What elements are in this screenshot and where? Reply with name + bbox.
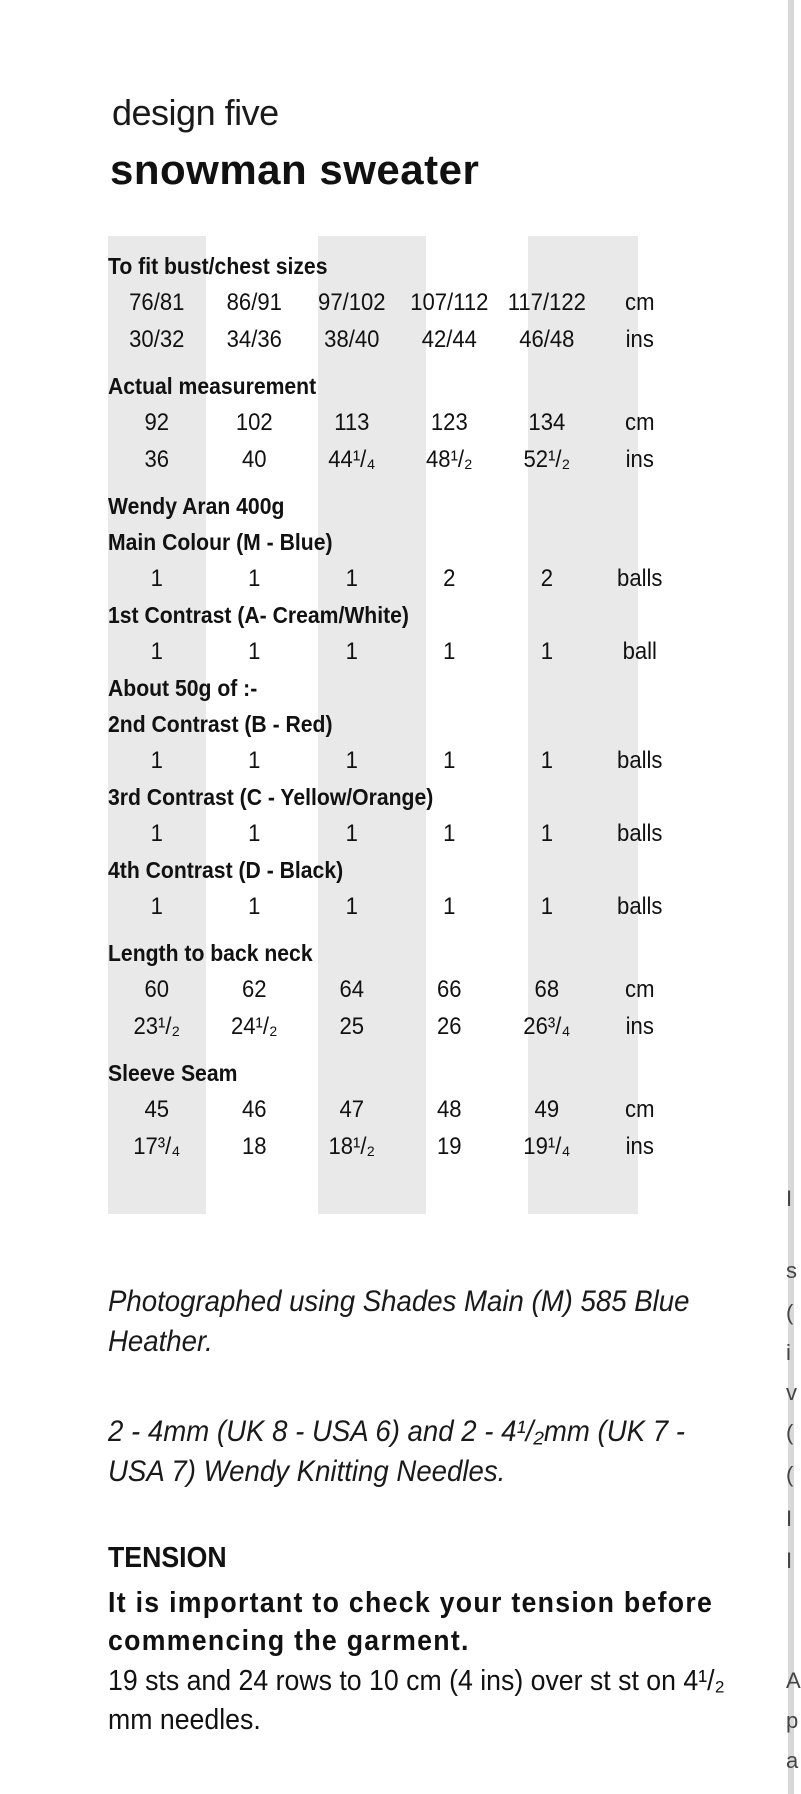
size-value: 52¹/₂ bbox=[523, 446, 571, 473]
adjacent-page-fragment: I bbox=[786, 1548, 793, 1573]
table-row bbox=[108, 888, 748, 925]
unit-label: ins bbox=[625, 1133, 654, 1160]
size-value: 24¹/₂ bbox=[230, 1013, 278, 1040]
size-value: 1 bbox=[150, 893, 163, 920]
size-value: 1 bbox=[248, 893, 261, 920]
table-row bbox=[108, 971, 748, 1008]
size-value: 49 bbox=[534, 1096, 560, 1123]
size-value: 19¹/₄ bbox=[523, 1133, 571, 1160]
size-value: 25 bbox=[339, 1013, 365, 1040]
size-value: 1 bbox=[345, 565, 358, 592]
adjacent-page-fragment: ( bbox=[786, 1420, 794, 1445]
sizes-table bbox=[108, 248, 697, 1165]
adjacent-page-fragment: I bbox=[786, 1186, 793, 1211]
photographed-note: Photographed using Shades Main (M) 585 Blue Heather. bbox=[108, 1285, 690, 1358]
size-value: 46/48 bbox=[519, 326, 575, 353]
size-value: 30/32 bbox=[129, 326, 185, 353]
size-value: 1 bbox=[248, 638, 261, 665]
section-label: About 50g of :- bbox=[108, 675, 258, 701]
section-label: 3rd Contrast (C - Yellow/Orange) bbox=[108, 784, 434, 810]
size-value: 1 bbox=[248, 747, 261, 774]
size-value: 76/81 bbox=[129, 289, 185, 316]
size-value: 1 bbox=[150, 638, 163, 665]
unit-label: ins bbox=[625, 326, 654, 353]
size-value: 1 bbox=[150, 820, 163, 847]
table-row bbox=[108, 560, 748, 597]
size-value: 1 bbox=[443, 747, 456, 774]
section-label: To fit bust/chest sizes bbox=[108, 253, 328, 279]
adjacent-page-fragment: i bbox=[786, 1340, 791, 1365]
size-value: 102 bbox=[235, 409, 273, 436]
size-value: 1 bbox=[443, 638, 456, 665]
size-value: 1 bbox=[345, 638, 358, 665]
unit-label: balls bbox=[617, 565, 663, 592]
size-value: 42/44 bbox=[421, 326, 477, 353]
table-row bbox=[108, 1128, 748, 1165]
size-value: 1 bbox=[443, 893, 456, 920]
section-label: Length to back neck bbox=[108, 940, 313, 966]
table-row bbox=[108, 284, 748, 321]
size-value: 1 bbox=[540, 893, 553, 920]
size-value: 1 bbox=[345, 747, 358, 774]
size-value: 97/102 bbox=[318, 289, 386, 316]
size-value: 45 bbox=[144, 1096, 170, 1123]
size-value: 46 bbox=[241, 1096, 267, 1123]
size-value: 1 bbox=[540, 638, 553, 665]
section-label: Sleeve Seam bbox=[108, 1060, 238, 1086]
adjacent-page-fragment: v bbox=[786, 1380, 797, 1405]
unit-label: cm bbox=[625, 289, 655, 316]
unit-label: balls bbox=[617, 820, 663, 847]
table-row bbox=[108, 404, 748, 441]
unit-label: cm bbox=[625, 1096, 655, 1123]
adjacent-page-fragment: ( bbox=[786, 1462, 794, 1487]
size-value: 1 bbox=[345, 893, 358, 920]
adjacent-page-fragment: I bbox=[786, 1506, 793, 1531]
size-value: 38/40 bbox=[324, 326, 380, 353]
size-value: 1 bbox=[540, 747, 553, 774]
needles-note: 2 - 4mm (UK 8 - USA 6) and 2 - 4¹/₂mm (UK 7 - USA 7) Wendy Knitting Needles. bbox=[108, 1415, 685, 1488]
table-row bbox=[108, 321, 748, 358]
unit-label: cm bbox=[625, 976, 655, 1003]
size-value: 23¹/₂ bbox=[133, 1013, 181, 1040]
size-value: 40 bbox=[241, 446, 267, 473]
size-value: 1 bbox=[150, 565, 163, 592]
adjacent-page-fragment: A bbox=[786, 1668, 801, 1693]
size-value: 117/122 bbox=[507, 289, 586, 316]
table-row bbox=[108, 441, 748, 478]
section-label: Wendy Aran 400g bbox=[108, 493, 285, 519]
size-value: 26 bbox=[437, 1013, 462, 1040]
table-row bbox=[108, 815, 748, 852]
size-value: 1 bbox=[248, 565, 261, 592]
size-value: 62 bbox=[241, 976, 267, 1003]
table-row bbox=[108, 1008, 748, 1045]
size-value: 92 bbox=[144, 409, 170, 436]
size-value: 47 bbox=[339, 1096, 365, 1123]
size-value: 26³/₄ bbox=[523, 1013, 571, 1040]
design-number: design five bbox=[112, 92, 279, 133]
size-value: 36 bbox=[144, 446, 170, 473]
size-value: 17³/₄ bbox=[133, 1133, 181, 1160]
adjacent-page-fragment: ( bbox=[786, 1300, 794, 1325]
tension-warning: It is important to check your tension before commencing the garment. bbox=[108, 1587, 714, 1657]
size-value: 2 bbox=[443, 565, 456, 592]
table-row bbox=[108, 633, 748, 670]
tension-gauge: 19 sts and 24 rows to 10 cm (4 ins) over st st on 4¹/₂ mm needles. bbox=[108, 1665, 725, 1736]
table-row bbox=[108, 742, 748, 779]
size-value: 113 bbox=[334, 409, 370, 436]
size-value: 68 bbox=[534, 976, 560, 1003]
size-value: 64 bbox=[339, 976, 365, 1003]
size-value: 60 bbox=[144, 976, 170, 1003]
tension-heading: TENSION bbox=[108, 1542, 227, 1574]
unit-label: balls bbox=[617, 747, 663, 774]
adjacent-page-fragment: a bbox=[786, 1748, 799, 1773]
size-value: 48 bbox=[437, 1096, 462, 1123]
section-label: 4th Contrast (D - Black) bbox=[108, 857, 344, 883]
unit-label: ins bbox=[625, 1013, 654, 1040]
table-row bbox=[108, 1091, 748, 1128]
size-value: 1 bbox=[150, 747, 163, 774]
section-label: 1st Contrast (A- Cream/White) bbox=[108, 602, 409, 628]
size-value: 86/91 bbox=[226, 289, 282, 316]
adjacent-page-fragment: p bbox=[786, 1708, 799, 1733]
section-label: Main Colour (M - Blue) bbox=[108, 529, 333, 555]
size-value: 1 bbox=[443, 820, 456, 847]
size-value: 18 bbox=[241, 1133, 267, 1160]
section-label: Actual measurement bbox=[108, 373, 317, 399]
size-value: 123 bbox=[430, 409, 468, 436]
size-value: 48¹/₂ bbox=[426, 446, 473, 473]
unit-label: balls bbox=[617, 893, 663, 920]
section-label: 2nd Contrast (B - Red) bbox=[108, 711, 333, 737]
size-value: 44¹/₄ bbox=[328, 446, 376, 473]
size-value: 107/112 bbox=[410, 289, 489, 316]
size-value: 1 bbox=[540, 820, 553, 847]
size-value: 1 bbox=[248, 820, 261, 847]
size-value: 1 bbox=[345, 820, 358, 847]
size-value: 18¹/₂ bbox=[328, 1133, 376, 1160]
pattern-title: snowman sweater bbox=[110, 146, 480, 193]
unit-label: cm bbox=[625, 409, 655, 436]
size-value: 34/36 bbox=[226, 326, 282, 353]
adjacent-page-fragment: s bbox=[786, 1258, 797, 1283]
size-value: 134 bbox=[528, 409, 566, 436]
size-value: 2 bbox=[540, 565, 553, 592]
unit-label: ins bbox=[625, 446, 654, 473]
size-value: 66 bbox=[437, 976, 462, 1003]
size-value: 19 bbox=[437, 1133, 462, 1160]
unit-label: ball bbox=[622, 638, 657, 665]
